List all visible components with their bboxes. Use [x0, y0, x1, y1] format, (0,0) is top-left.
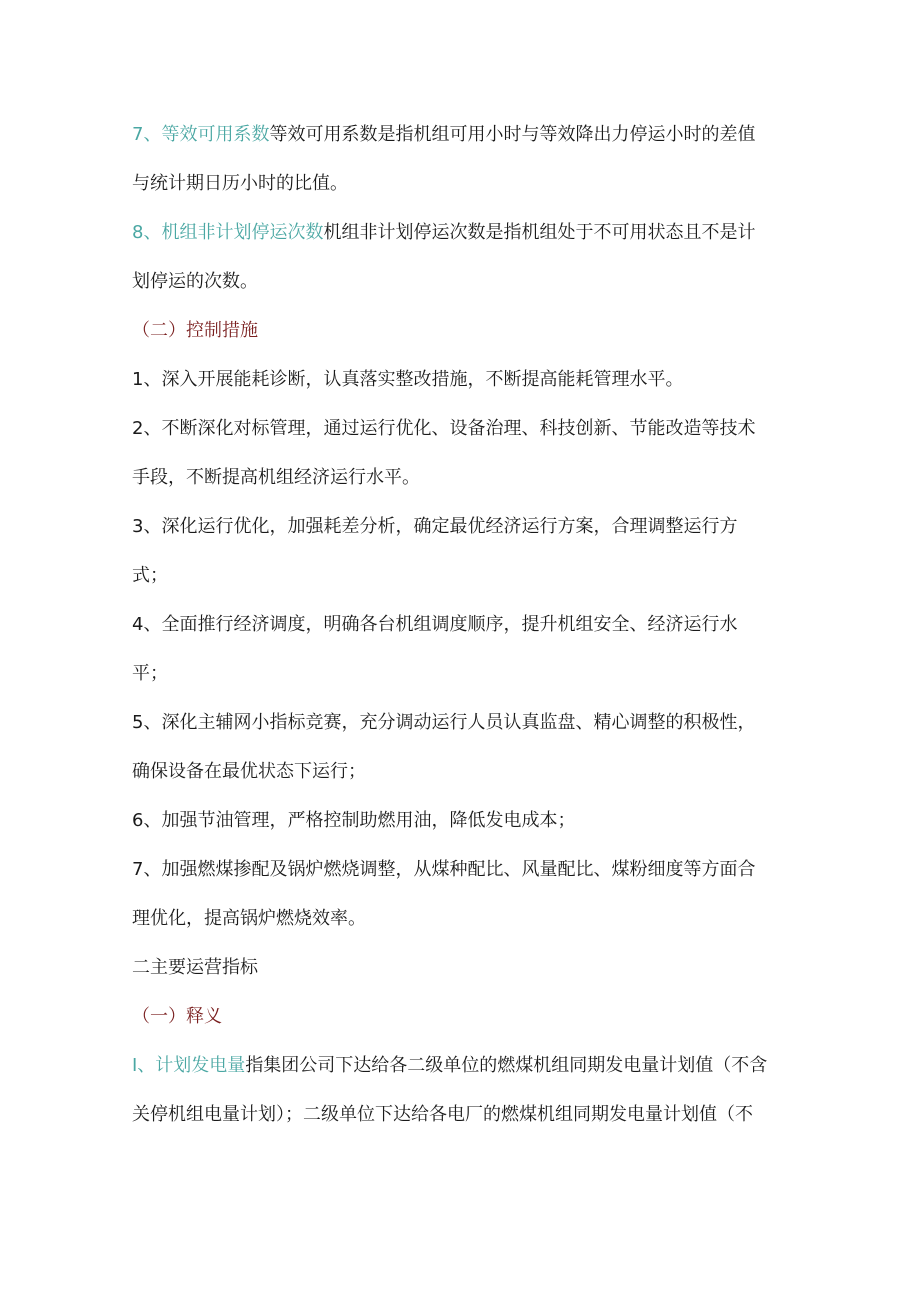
text-line: 确保设备在最优状态下运行； [132, 761, 366, 782]
paragraph-planned-generation [132, 1041, 792, 1139]
text-line: 5、深化主辅网小指标竞赛，充分调动运行人员认真监盘、精心调整的积极性， [132, 712, 756, 733]
paragraph-unplanned-outage [132, 208, 792, 306]
text-line: 2、不断深化对标管理，通过运行优化、设备治理、科技创新、节能改造等技术 [132, 418, 756, 439]
measure-3 [132, 502, 792, 600]
text-line: 手段，不断提高机组经济运行水平。 [132, 467, 420, 488]
text-line: 3、深化运行优化，加强耗差分析，确定最优经济运行方案，合理调整运行方 [132, 516, 738, 537]
measure-6: 6、加强节油管理，严格控制助燃用油，降低发电成本； [132, 810, 576, 831]
term-unplanned-outage: 8、机组非计划停运次数 [132, 222, 324, 243]
measure-1: 1、深入开展能耗诊断，认真落实整改措施，不断提高能耗管理水平。 [132, 369, 684, 390]
paragraph-equivalent-availability [132, 110, 792, 208]
text-line: 机组非计划停运次数是指机组处于不可用状态且不是计 [323, 222, 756, 243]
text-line: 理优化，提高锅炉燃烧效率。 [132, 908, 366, 929]
text-line: 式； [132, 565, 168, 586]
text-line: 4、全面推行经济调度，明确各台机组调度顺序，提升机组安全、经济运行水 [132, 614, 738, 635]
term-planned-generation: I、计划发电量 [132, 1055, 246, 1076]
measure-4 [132, 600, 792, 698]
text-line: 等效可用系数是指机组可用小时与等效降出力停运小时的差值 [269, 124, 756, 145]
document-page [132, 110, 792, 1139]
text-line: 7、加强燃煤掺配及锅炉燃烧调整，从煤种配比、风量配比、煤粉细度等方面合 [132, 859, 756, 880]
heading-control-measures: （二）控制措施 [132, 320, 258, 341]
text-line: 平； [132, 663, 168, 684]
text-line: 指集团公司下达给各二级单位的燃煤机组同期发电量计划值（不含 [245, 1055, 768, 1076]
measure-5 [132, 698, 792, 796]
text-line: 关停机组电量计划）；二级单位下达给各电厂的燃煤机组同期发电量计划值（不 [132, 1104, 753, 1125]
text-line: 划停运的次数。 [132, 271, 258, 292]
heading-main-indicators: 二主要运营指标 [132, 957, 258, 978]
measure-7 [132, 845, 792, 943]
heading-definitions: （一）释义 [132, 1006, 222, 1027]
term-equivalent-availability: 7、等效可用系数 [132, 124, 270, 145]
measure-2 [132, 404, 792, 502]
text-line: 与统计期日历小时的比值。 [132, 173, 348, 194]
